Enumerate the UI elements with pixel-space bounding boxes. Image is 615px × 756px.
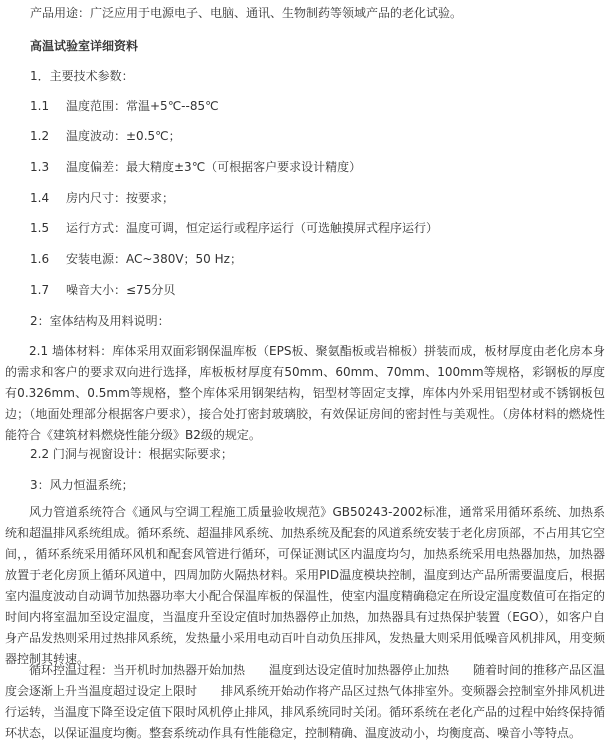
spec-text: 温度范围：常温+5℃--85℃ [66,99,219,113]
spec-item [30,190,174,206]
spec-number: 1.5 [30,221,50,235]
section-title: 高温试验室详细资料 [30,39,139,53]
cycle-paragraph [5,660,605,744]
spec-text: 安装电源：AC~380V；50 Hz； [66,252,242,266]
spec-item [30,159,361,175]
intro-text: 产品用途：广泛应用于电源电子、电脑、通讯、生物制药等领域产品的老化试验。 [30,6,463,20]
spec-text: 温度波动：±0.5℃； [66,129,181,143]
cycle-text: 循环控温过程：当开机时加热器开始加热 温度到达设定值时加热器停止加热 随着时间的推移产品区温度会逐渐上升当温度超过设定上限时 排风系统开始动作将产品区过热气体排室外。变频器会控制室外排风机进行运转，当温度下降至设定值下限时风机停止排风，排风系统同时关闭。循环系统在老化产品的过程中始终保持循环状态，以保证温度均衡。整套系统动作具有性能稳定，控制精确、温度波动小，均衡度高、噪音小等特点。 [5,663,606,740]
spec-text: 温度偏差：最大精度±3℃（可根据客户要求设计精度） [66,160,362,174]
spec-number: 1.3 [30,160,50,174]
spec-number: 1.7 [30,283,50,297]
air-system-text: 风力管道系统符合《通风与空调工程施工质量验收规范》GB50243-2002标准，通常采用循环系统、加热系统和超温排风系统组成。循环系统、超温排风系统、加热系统及配套的风道系统安装于老化房顶部，不占用其它空间，，循环系统采用循环风机和配套风管进行循环，可保证测试区内温度均匀，加热系统采用电热器加热，加热器放置于老化房顶上循环风道中，四周加防火隔热材料。采用PID温度模块控制，温度到达产品所需要温度后，根据室内温度波动自动调节加热器功率大小配合保温库板的保温性，使室内温度精确稳定在所设定温度数值可在指定的时间内将室温加至设定温度，当温度升至设定值时加热器停止加热，加热器具有过热保护装置（EGO），如客户自身产品发热则采用过热排风系统，发热量小采用电动百叶自动负压排风，发热量大则采用低噪音风机排风，用变频器控制其转速。 [5,505,606,666]
spec-number: 1.4 [30,191,50,205]
spec-item [30,220,438,236]
wall-material-paragraph [5,341,605,446]
spec-item [30,128,181,144]
air-system-paragraph [5,502,605,670]
door-window-item: 2.2 门洞与视窗设计：根据实际要求； [30,447,233,461]
spec-item [30,251,242,267]
spec-item [30,98,219,114]
spec-number: 1.2 [30,129,50,143]
section-3-heading: 3：风力恒温系统； [30,478,134,492]
section-1-heading: 1．主要技术参数： [30,69,134,83]
spec-number: 1.1 [30,99,50,113]
spec-text: 噪音大小：≤75分贝 [66,283,176,297]
spec-text: 运行方式：温度可调，恒定运行或程序运行（可选触摸屏式程序运行） [66,221,439,235]
section-2-heading: 2：室体结构及用料说明： [30,314,170,328]
spec-item [30,282,175,298]
spec-number: 1.6 [30,252,50,266]
spec-text: 房内尺寸：按要求； [66,191,175,205]
wall-material-text: 2.1 墙体材料：库体采用双面彩钢保温库板（EPS板、聚氨酯板或岩棉板）拼装而成，板材厚度由老化房本身的需求和客户的要求双向进行选择，库板板材厚度有50mm、60mm、70mm、100mm等规格，彩钢板的厚度有0.326mm、0.5mm等规格，整个库体采用钢架结构，铝型材等固定支撑，库体内外采用铝型材或不锈钢板包边；（地面处理部分根据客户要求），接合处打密封玻璃胶，有效保证房间的密封性与美观性。（房体材料的燃烧性能符合《建筑材料燃烧性能分级》B2级的规定。 [5,344,605,442]
